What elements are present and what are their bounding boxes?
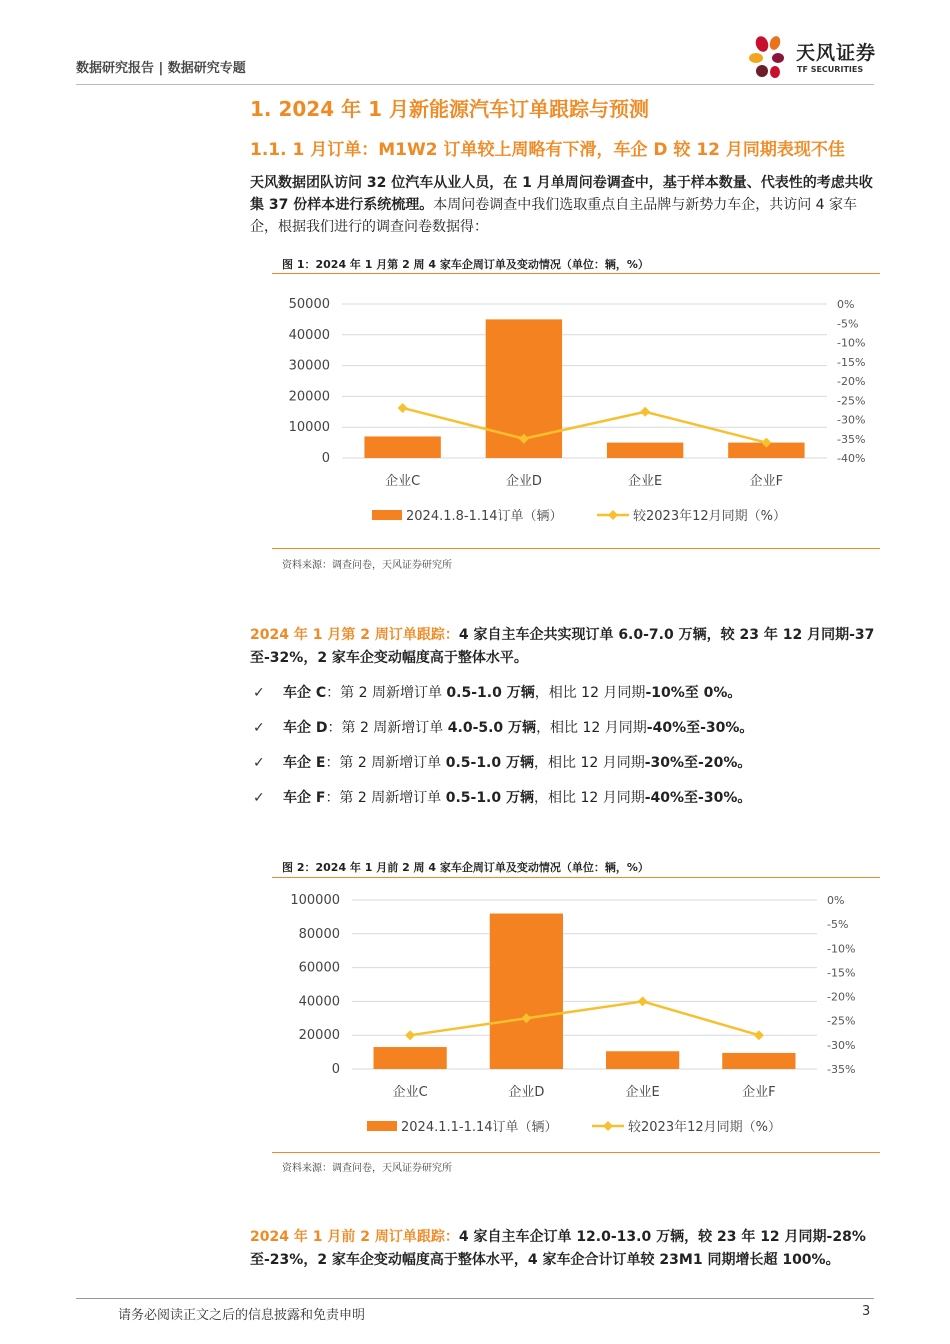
y-tick-label: 0	[331, 1062, 340, 1077]
y-tick-label: 40000	[298, 994, 340, 1010]
company-bullet	[253, 787, 751, 807]
bullet-text: ：第 2 周新增订单	[326, 685, 447, 701]
y-tick-label: 60000	[298, 960, 340, 976]
y2-tick-label: -40%	[837, 452, 866, 465]
y-tick-label: 10000	[288, 420, 330, 436]
bullet-range: -10%至 0%。	[645, 685, 742, 701]
legend-marker	[603, 1121, 613, 1131]
page-number: 3	[862, 1304, 871, 1319]
y2-tick-label: -35%	[827, 1063, 856, 1076]
line-point	[405, 1030, 415, 1040]
tracking1-label: 2024 年 1 月第 2 周订单跟踪：	[250, 627, 459, 643]
bullet-mid: ，相比 12 月同期	[536, 720, 647, 736]
y2-tick-label: -20%	[837, 375, 866, 388]
bar	[722, 1053, 795, 1069]
logo-text-en: TF SECURITIES	[797, 65, 864, 74]
intro-paragraph	[250, 172, 875, 238]
legend-swatch-bar	[367, 1121, 397, 1131]
tracking1-paragraph	[250, 624, 875, 670]
bar	[490, 914, 563, 1069]
y2-tick-label: -5%	[837, 317, 859, 331]
checkmark-icon: ✓	[253, 685, 265, 701]
y2-tick-label: 0%	[827, 894, 845, 907]
figure2-source: 资料来源：调查问卷，天风证券研究所	[282, 1163, 452, 1174]
y2-tick-label: -35%	[837, 432, 866, 446]
legend-swatch-bar	[372, 510, 402, 520]
y2-tick-label: -30%	[837, 413, 866, 427]
x-tick-label: 企业F	[749, 474, 784, 489]
x-tick-label: 企业F	[742, 1085, 776, 1100]
y2-tick-label: -25%	[827, 1014, 856, 1028]
bullet-company: 车企 C	[283, 685, 327, 701]
y2-tick-label: -25%	[837, 394, 866, 408]
legend-label: 2024.1.8-1.14订单（辆）	[406, 509, 563, 524]
figure1-bottom-rule	[272, 548, 880, 549]
bar	[374, 1047, 447, 1069]
bullet-orders: 0.5-1.0 万辆	[445, 755, 534, 771]
line-point	[398, 403, 408, 413]
bullet-range: -30%至-20%。	[644, 755, 752, 771]
x-tick-label: 企业C	[385, 474, 421, 489]
x-tick-label: 企业D	[508, 1085, 545, 1100]
bullet-text: ：第 2 周新增订单	[325, 755, 446, 771]
bullet-text: ：第 2 周新增订单	[325, 790, 446, 806]
logo-text-cn: 天风证券	[796, 42, 877, 64]
tracking2-text: 4 家自主车企订单 12.0-13.0 万辆，较 23 年 12 月同期-28%至-23%，2 家车企变动幅度高于整体水平，4 家车企合计订单较 23M1 同期增长超 100%。	[250, 1229, 866, 1268]
tf-flower-logo-icon	[748, 34, 794, 82]
y-tick-label: 80000	[298, 926, 340, 942]
report-type-label: 数据研究报告 | 数据研究专题	[76, 61, 246, 76]
intro-bold: 天风数据团队访问 32 位汽车从业人员，在 1 月单周问卷调查中，基于样本数量、代表性的考虑共收集 37 份样本进行系统梳理。	[250, 175, 873, 213]
company-bullet	[253, 682, 741, 702]
figure2-chart	[272, 885, 880, 1145]
y2-tick-label: -30%	[827, 1038, 856, 1052]
bar	[607, 443, 683, 458]
bullet-company: 车企 F	[283, 790, 326, 806]
legend-marker	[608, 510, 618, 520]
y2-tick-label: 0%	[837, 298, 855, 311]
footer-disclaimer: 请务必阅读正文之后的信息披露和免责申明	[118, 1308, 366, 1323]
y2-tick-label: -15%	[827, 966, 856, 980]
y-tick-label: 100000	[290, 893, 340, 908]
subsection-title: 1.1. 1 月订单：M1W2 订单较上周略有下滑，车企 D 较 12 月同期表现不佳	[250, 140, 845, 160]
y-tick-label: 40000	[288, 327, 330, 343]
x-tick-label: 企业E	[628, 474, 663, 489]
tracking2-paragraph	[250, 1226, 875, 1272]
legend-label: 较2023年12月同期（%）	[628, 1120, 781, 1135]
bullet-mid: ，相比 12 月同期	[534, 755, 645, 771]
y2-tick-label: -10%	[837, 336, 866, 350]
y2-tick-label: -5%	[827, 918, 849, 932]
figure1-chart	[272, 285, 880, 540]
bullet-text: ：第 2 周新增订单	[327, 720, 448, 736]
bar	[606, 1051, 679, 1069]
legend-label: 较2023年12月同期（%）	[633, 509, 786, 524]
bullet-orders: 0.5-1.0 万辆	[445, 790, 534, 806]
checkmark-icon: ✓	[253, 790, 265, 806]
bullet-company: 车企 D	[283, 720, 328, 736]
bullet-orders: 4.0-5.0 万辆	[447, 720, 537, 736]
series-line	[403, 408, 767, 443]
y2-tick-label: -10%	[827, 942, 856, 956]
company-bullet	[253, 717, 753, 737]
checkmark-icon: ✓	[253, 755, 265, 771]
line-point	[638, 996, 648, 1006]
bullet-mid: ，相比 12 月同期	[534, 685, 646, 701]
bullet-range: -40%至-30%。	[644, 790, 752, 806]
y2-tick-label: -15%	[837, 355, 866, 369]
footer-divider	[76, 1298, 874, 1299]
y-tick-label: 20000	[298, 1028, 340, 1044]
checkmark-icon: ✓	[253, 720, 265, 736]
header-divider	[76, 84, 874, 85]
figure2-bottom-rule	[272, 1152, 880, 1153]
y-tick-label: 30000	[288, 358, 330, 374]
bullet-orders: 0.5-1.0 万辆	[446, 685, 535, 701]
company-logo	[748, 34, 888, 82]
tracking2-label: 2024 年 1 月前 2 周订单跟踪：	[250, 1229, 459, 1245]
bullet-mid: ，相比 12 月同期	[534, 790, 645, 806]
legend-label: 2024.1.1-1.14订单（辆）	[401, 1120, 558, 1135]
y-tick-label: 20000	[288, 389, 330, 405]
y-tick-label: 50000	[288, 297, 330, 312]
figure2-title: 图 2：2024 年 1 月前 2 周 4 家车企周订单及变动情况（单位：辆，%）	[282, 861, 649, 874]
series-line	[410, 1001, 759, 1035]
line-point	[640, 407, 650, 417]
figure2-top-rule	[272, 877, 880, 878]
y2-tick-label: -20%	[827, 990, 856, 1004]
line-point	[754, 1030, 764, 1040]
figure1-source: 资料来源：调查问卷，天风证券研究所	[282, 560, 452, 571]
x-tick-label: 企业C	[392, 1085, 428, 1100]
bullet-company: 车企 E	[283, 755, 326, 771]
x-tick-label: 企业D	[505, 474, 542, 489]
figure1-title: 图 1：2024 年 1 月第 2 周 4 家车企周订单及变动情况（单位：辆，%）	[282, 258, 649, 271]
section-title: 1. 2024 年 1 月新能源汽车订单跟踪与预测	[250, 97, 649, 121]
y-tick-label: 0	[321, 451, 330, 466]
bullet-range: -40%至-30%。	[646, 720, 754, 736]
bar	[364, 436, 440, 458]
company-bullet	[253, 752, 751, 772]
intro-rest: 本周问卷调查中我们选取重点自主品牌与新势力车企，共访问 4 家车企，根据我们进行的调查问卷数据得：	[250, 197, 858, 235]
tracking1-text: 4 家自主车企共实现订单 6.0-7.0 万辆，较 23 年 12 月同期-37 至-32%，2 家车企变动幅度高于整体水平。	[250, 627, 875, 666]
x-tick-label: 企业E	[625, 1085, 660, 1100]
figure1-top-rule	[272, 273, 880, 274]
